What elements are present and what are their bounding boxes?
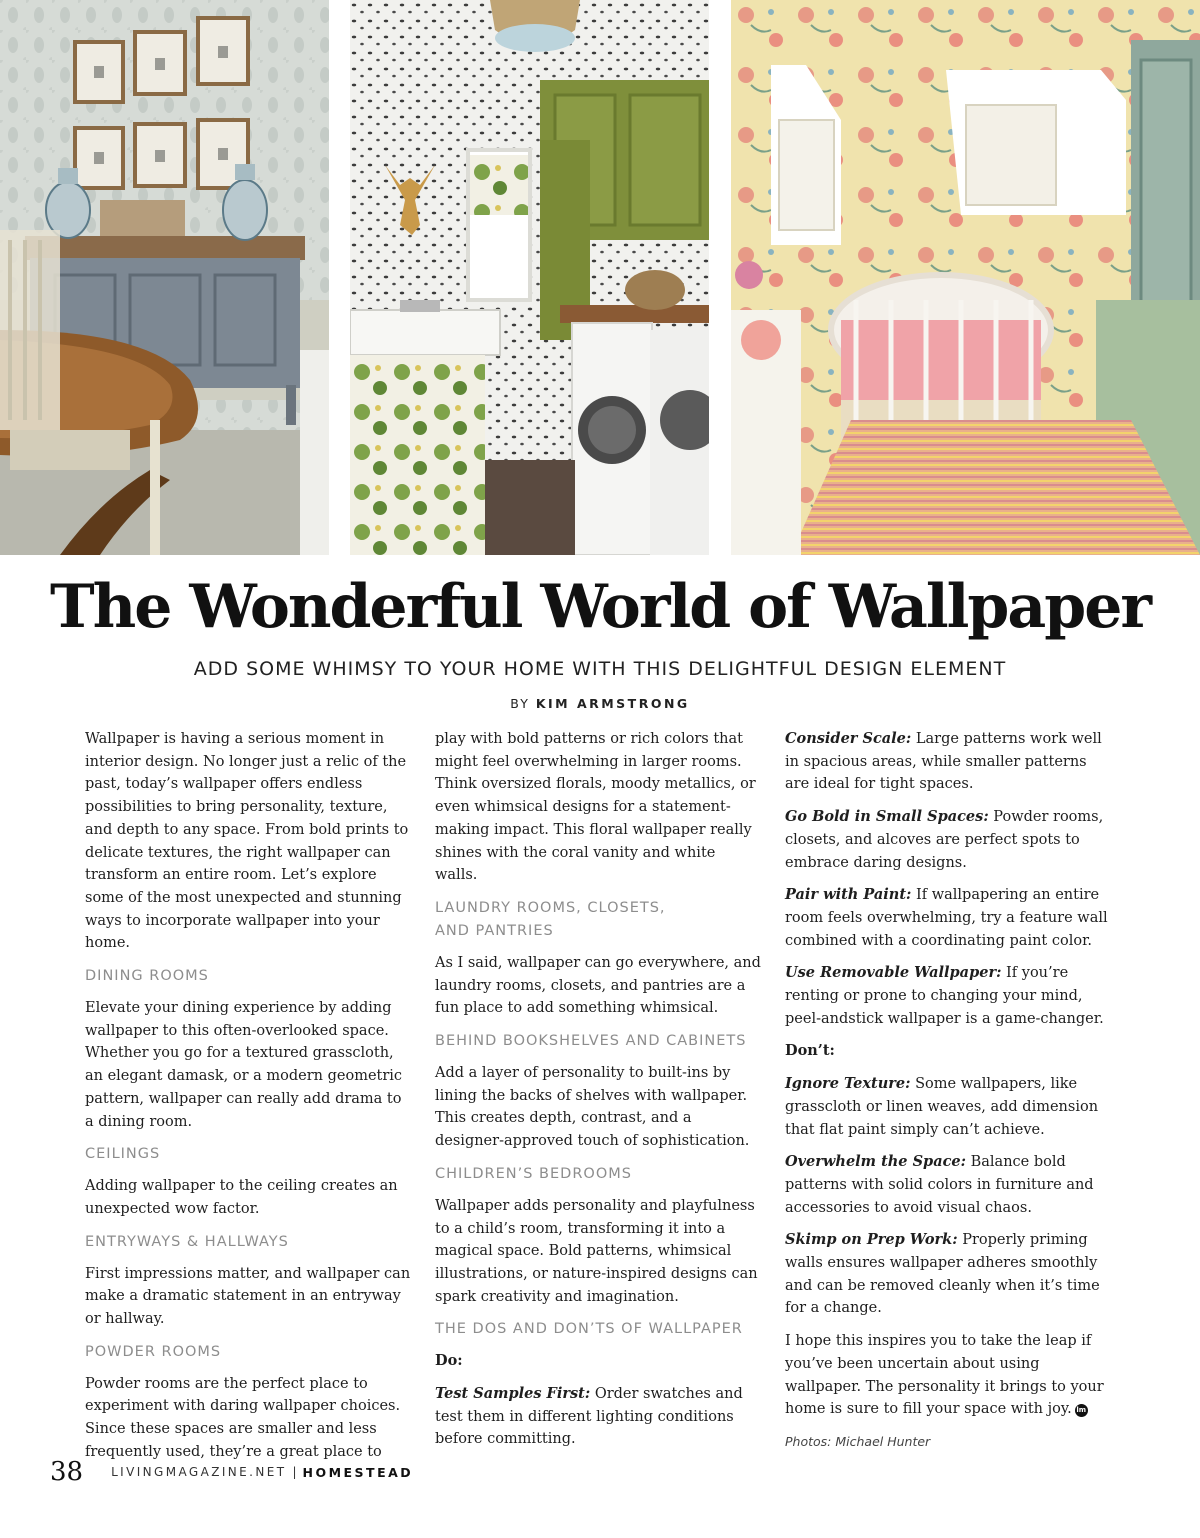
page-number: 38 (50, 1457, 84, 1487)
byline (0, 696, 1200, 711)
do-item (785, 884, 1113, 952)
do-item-lead: Consider Scale: (785, 730, 912, 747)
do-item (435, 1383, 762, 1451)
do-item-lead: Use Removable Wallpaper: (785, 964, 1002, 982)
laundry-heading-line1: LAUNDRY ROOMS, CLOSETS, (435, 899, 666, 916)
closing-text: I hope this inspires you to take the leap if you’ve been uncertain about using wallpaper. The personality it brings to your home is sure to fill your space with joy. (785, 1333, 1104, 1418)
do-label: Do: (435, 1352, 463, 1370)
bookshelves-paragraph: Add a layer of personality to built-ins by lining the backs of shelves with wallpaper. This creates depth, contrast, and a designer-approved touch of sophistication. (435, 1065, 750, 1150)
column-1 (85, 728, 412, 1464)
dont-item-lead: Ignore Texture: (785, 1075, 911, 1093)
end-mark-icon: lm (1075, 1404, 1088, 1417)
section-heading-powder: POWDER ROOMS (85, 1343, 222, 1360)
section-heading-laundry (435, 897, 762, 943)
entryways-paragraph: First impressions matter, and wallpaper can make a dramatic statement in an entryway or hallway. (85, 1265, 411, 1328)
section-heading-dining: DINING ROOMS (85, 968, 209, 985)
dont-item-text: Some wallpapers, like grasscloth or linen weaves, add dimension that flat paint simply can’t achieve. (785, 1076, 1099, 1138)
do-item-text: Order swatches and test them in different lighting conditions before committing. (435, 1386, 743, 1448)
author-name: KIM ARMSTRONG (535, 696, 690, 711)
nursery-photo (731, 0, 1200, 555)
laundry-room-illustration (350, 0, 709, 555)
closing-paragraph (785, 1330, 1113, 1421)
dont-item-lead: Overwhelm the Space: (785, 1153, 966, 1171)
do-item-text: If wallpapering an entire room feels overwhelming, try a feature wall combined with a coordinating paint color. (785, 887, 1108, 949)
ceilings-paragraph: Adding wallpaper to the ceiling creates an unexpected wow factor. (85, 1178, 398, 1217)
dining-room-photo (0, 0, 329, 555)
dont-item-text: Properly priming walls ensures wallpaper adheres smoothly and can be removed cleanly when it’s time for a change. (785, 1232, 1100, 1317)
dont-label: Don’t: (785, 1042, 835, 1060)
nursery-illustration (731, 0, 1200, 555)
section-heading-ceilings: CEILINGS (85, 1146, 161, 1163)
footer-separator: | (292, 1465, 297, 1479)
do-item-lead: Go Bold in Small Spaces: (785, 808, 989, 826)
section-heading-dos-donts: THE DOS AND DON’TS OF WALLPAPER (435, 1321, 743, 1338)
do-item-lead: Pair with Paint: (785, 886, 912, 904)
dining-paragraph: Elevate your dining experience by adding wallpaper to this often-overlooked space. Whether you go for a textured grasscloth, an elegant damask, or a modern geometric pattern, wallpaper can really add drama to a dining room. (85, 1000, 403, 1130)
dont-item (785, 1151, 1113, 1219)
dont-item (785, 1229, 1113, 1320)
article-title: The Wonderful World of Wallpaper (50, 572, 1150, 642)
section-name: HOMESTEAD (302, 1464, 414, 1480)
laundry-paragraph: As I said, wallpaper can go everywhere, and laundry rooms, closets, and pantries are a fun place to add something whimsical. (435, 954, 761, 1017)
powder-paragraph-part1: Powder rooms are the perfect place to experiment with daring wallpaper choices. Since these spaces are smaller and less frequently used, they’re a great place to (85, 1375, 401, 1460)
do-item-text: If you’re renting or prone to changing your mind, peel-andstick wallpaper is a game-changer. (785, 965, 1104, 1027)
do-item-text: Powder rooms, closets, and alcoves are perfect spots to embrace daring designs. (785, 809, 1104, 871)
article-subtitle: ADD SOME WHIMSY TO YOUR HOME WITH THIS DELIGHTFUL DESIGN ELEMENT (193, 658, 1007, 680)
site-name: LIVINGMAGAZINE.NET (111, 1465, 287, 1479)
section-heading-entryways: ENTRYWAYS & HALLWAYS (85, 1233, 289, 1250)
laundry-heading-line2: AND PANTRIES (435, 922, 554, 939)
dont-item-lead: Skimp on Prep Work: (785, 1231, 958, 1249)
photo-credit: Photos: Michael Hunter (785, 1433, 931, 1449)
do-item (785, 728, 1113, 796)
dont-item (785, 1073, 1113, 1141)
do-item (785, 806, 1113, 874)
do-item-text: Large patterns work well in spacious areas, while smaller patterns are ideal for tight spaces. (785, 731, 1102, 793)
dining-room-illustration (0, 0, 329, 555)
section-heading-bookshelves: BEHIND BOOKSHELVES AND CABINETS (435, 1033, 747, 1050)
dont-item-text: Balance bold patterns with solid colors in furniture and accessories to avoid visual chaos. (785, 1154, 1094, 1216)
childrens-paragraph: Wallpaper adds personality and playfulness to a child’s room, transforming it into a magical space. Bold patterns, whimsical illustrations, or nature-inspired designs can spark creativity and imagination. (435, 1197, 758, 1305)
do-item-lead: Test Samples First: (435, 1385, 591, 1403)
powder-paragraph-part2: play with bold patterns or rich colors that might feel overwhelming in larger rooms. Think oversized florals, moody metallics, or even whimsical designs for a statement-making impact. This floral wallpaper really shines with the coral vanity and white walls. (435, 731, 756, 884)
section-heading-childrens: CHILDREN’S BEDROOMS (435, 1165, 632, 1182)
byline-prefix: BY (510, 696, 530, 711)
laundry-room-photo (350, 0, 709, 555)
page-footer (50, 1454, 413, 1490)
column-3 (785, 728, 1113, 1454)
intro-paragraph: Wallpaper is having a serious moment in interior design. No longer just a relic of the past, today’s wallpaper offers endless possibilities to bring personality, texture, and depth to any space. From bold prints to delicate textures, the right wallpaper can transform an entire room. Let’s explore some of the most unexpected and stunning ways to incorporate wallpaper into your home. (85, 731, 409, 952)
column-2 (435, 728, 762, 1461)
do-item (785, 962, 1113, 1030)
